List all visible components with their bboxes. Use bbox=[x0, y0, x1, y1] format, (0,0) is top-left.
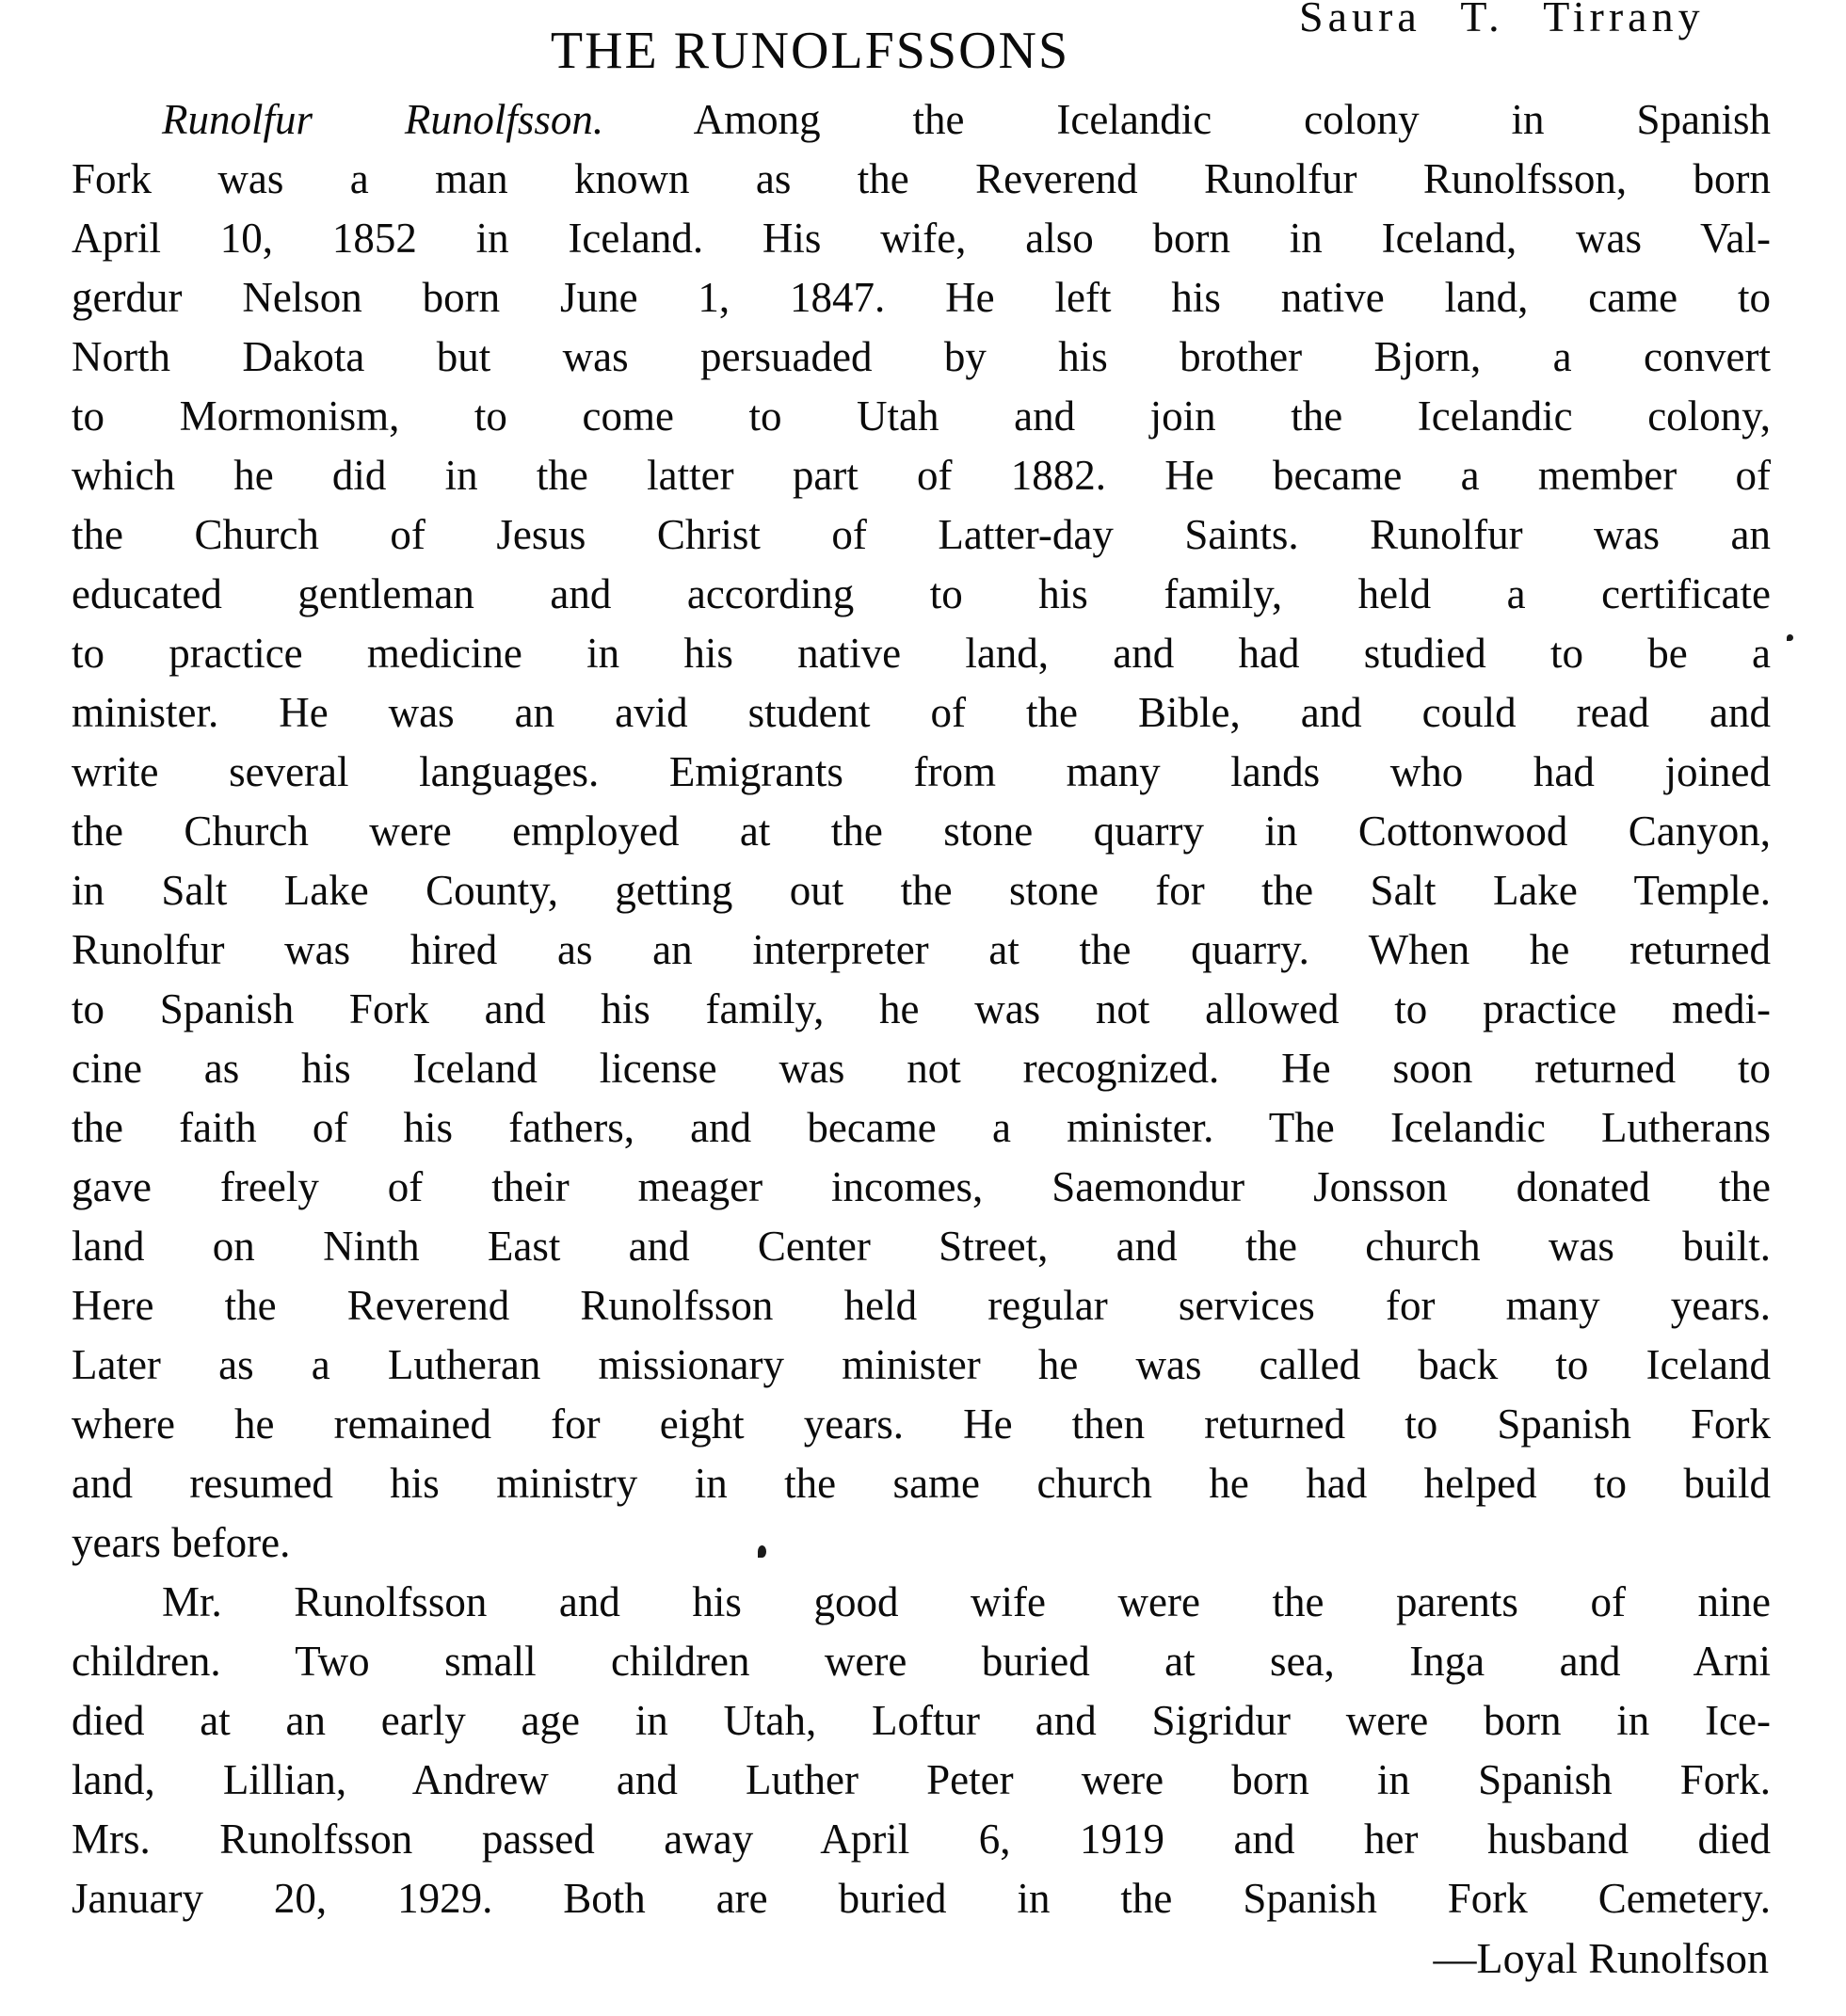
page-title: THE RUNOLFSSONS bbox=[550, 22, 1070, 80]
text-line: Here the Reverend Runolfsson held regular services for many years. bbox=[72, 1282, 1771, 1329]
text-line: to Mormonism, to come to Utah and join the Icelandic colony, bbox=[72, 392, 1771, 440]
header-partial-text: Saura T. Tirrany bbox=[1299, 0, 1705, 40]
text-line: children. Two small children were buried at sea, Inga and Arni bbox=[72, 1638, 1771, 1685]
italic-lead: Runolfur Runolfsson. bbox=[162, 96, 604, 143]
text-line: write several languages. Emigrants from many lands who had joined bbox=[72, 748, 1771, 795]
text-line: the faith of his fathers, and became a minister. The Icelandic Lutherans bbox=[72, 1104, 1771, 1151]
article-body bbox=[0, 90, 1846, 1928]
text-line: land on Ninth East and Center Street, and the church was built. bbox=[72, 1223, 1771, 1270]
text-line: the Church of Jesus Christ of Latter-day Saints. Runolfur was an bbox=[72, 511, 1771, 558]
scan-artifact bbox=[1787, 634, 1793, 641]
text-line: January 20, 1929. Both are buried in the Spanish Fork Cemetery. bbox=[72, 1875, 1771, 1922]
text-line: Mrs. Runolfsson passed away April 6, 1919 and her husband died bbox=[72, 1816, 1771, 1863]
text-line: land, Lillian, Andrew and Luther Peter were born in Spanish Fork. bbox=[72, 1756, 1771, 1803]
scan-artifact bbox=[758, 1545, 766, 1558]
text-line: gave freely of their meager incomes, Saemondur Jonsson donated the bbox=[72, 1163, 1771, 1210]
text-line: educated gentleman and according to his family, held a certificate bbox=[72, 570, 1771, 617]
text-line: Mr. Runolfsson and his good wife were the parents of nine bbox=[162, 1578, 1771, 1625]
text-line: North Dakota but was persuaded by his brother Bjorn, a convert bbox=[72, 333, 1771, 380]
text-line: in Salt Lake County, getting out the stone for the Salt Lake Temple. bbox=[72, 867, 1771, 914]
text-line: to practice medicine in his native land, and had studied to be a bbox=[72, 630, 1771, 677]
text-line: minister. He was an avid student of the Bible, and could read and bbox=[72, 689, 1771, 736]
text-line: cine as his Iceland license was not recognized. He soon returned to bbox=[72, 1045, 1771, 1092]
attribution-line: —Loyal Runolfson bbox=[1433, 1934, 1769, 1982]
text-line: Runolfur was hired as an interpreter at the quarry. When he returned bbox=[72, 926, 1771, 973]
text-line: Fork was a man known as the Reverend Runolfur Runolfsson, born bbox=[72, 155, 1771, 202]
text-line: where he remained for eight years. He then returned to Spanish Fork bbox=[72, 1400, 1771, 1448]
text-line: died at an early age in Utah, Loftur and Sigridur were born in Ice- bbox=[72, 1697, 1771, 1744]
line-text: Among the Icelandic colony in Spanish bbox=[693, 96, 1771, 143]
text-line: Later as a Lutheran missionary minister he was called back to Iceland bbox=[72, 1341, 1771, 1388]
text-line bbox=[72, 90, 1771, 150]
text-line: years before. bbox=[72, 1519, 291, 1566]
text-line: gerdur Nelson born June 1, 1847. He left his native land, came to bbox=[72, 274, 1771, 321]
text-line: the Church were employed at the stone quarry in Cottonwood Canyon, bbox=[72, 808, 1771, 855]
text-line: to Spanish Fork and his family, he was not allowed to practice medi- bbox=[72, 985, 1771, 1032]
text-line: April 10, 1852 in Iceland. His wife, also born in Iceland, was Val- bbox=[72, 215, 1771, 262]
text-line: and resumed his ministry in the same church he had helped to build bbox=[72, 1460, 1771, 1507]
text-line: which he did in the latter part of 1882. He became a member of bbox=[72, 452, 1771, 499]
